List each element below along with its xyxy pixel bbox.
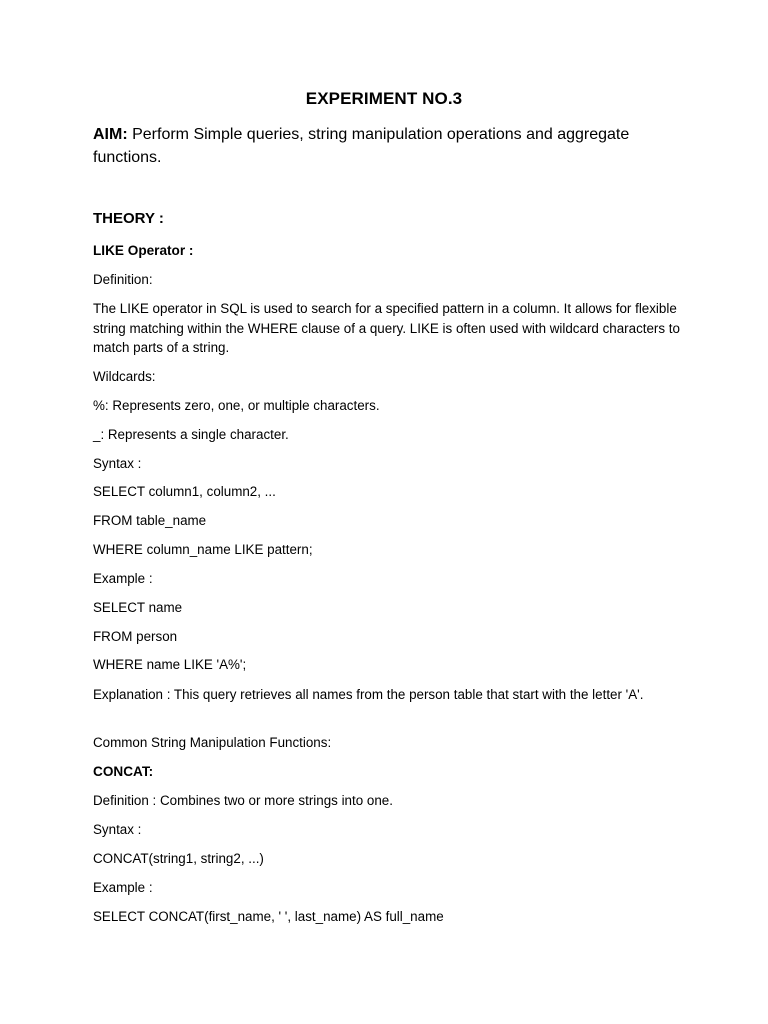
aim-label: AIM: [93,126,128,143]
definition-label: Definition: [93,272,153,287]
wildcard-percent-line: %: Represents zero, one, or multiple characters. [93,398,380,413]
concat-syntax-line: CONCAT(string1, string2, ...) [93,851,264,866]
example-line: FROM person [93,629,178,644]
like-definition-paragraph: The LIKE operator in SQL is used to search for a specified pattern in a column. It allows for flexible string matching within the WHERE clause of a query. LIKE is often used with wildcard characters to match parts of a string. [93,301,680,355]
common-functions-label: Common String Manipulation Functions: [93,735,332,750]
concat-heading: CONCAT: [93,764,154,779]
concat-definition: Definition : Combines two or more strings into one. [93,793,393,808]
page-title: EXPERIMENT NO.3 [305,89,463,108]
syntax-line: WHERE column_name LIKE pattern; [93,542,313,557]
aim-text: Perform Simple queries, string manipulation operations and aggregate functions. [93,126,630,166]
wildcard-underscore-line: _: Represents a single character. [93,427,289,442]
example-line: WHERE name LIKE 'A%'; [93,657,247,672]
example-line: SELECT name [93,600,183,615]
wildcards-label: Wildcards: [93,369,156,384]
concat-example-line: SELECT CONCAT(first_name, ' ', last_name) AS full_name [93,909,444,924]
syntax-label: Syntax : [93,822,142,837]
theory-heading: THEORY : [93,210,164,227]
aim-paragraph [93,123,683,169]
syntax-line: SELECT column1, column2, ... [93,484,276,499]
example-label: Example : [93,880,153,895]
explanation-paragraph: Explanation : This query retrieves all names from the person table that start with the letter 'A'. [93,687,644,702]
like-operator-heading: LIKE Operator : [93,243,194,258]
syntax-line: FROM table_name [93,513,207,528]
example-label: Example : [93,571,153,586]
syntax-label: Syntax : [93,456,142,471]
